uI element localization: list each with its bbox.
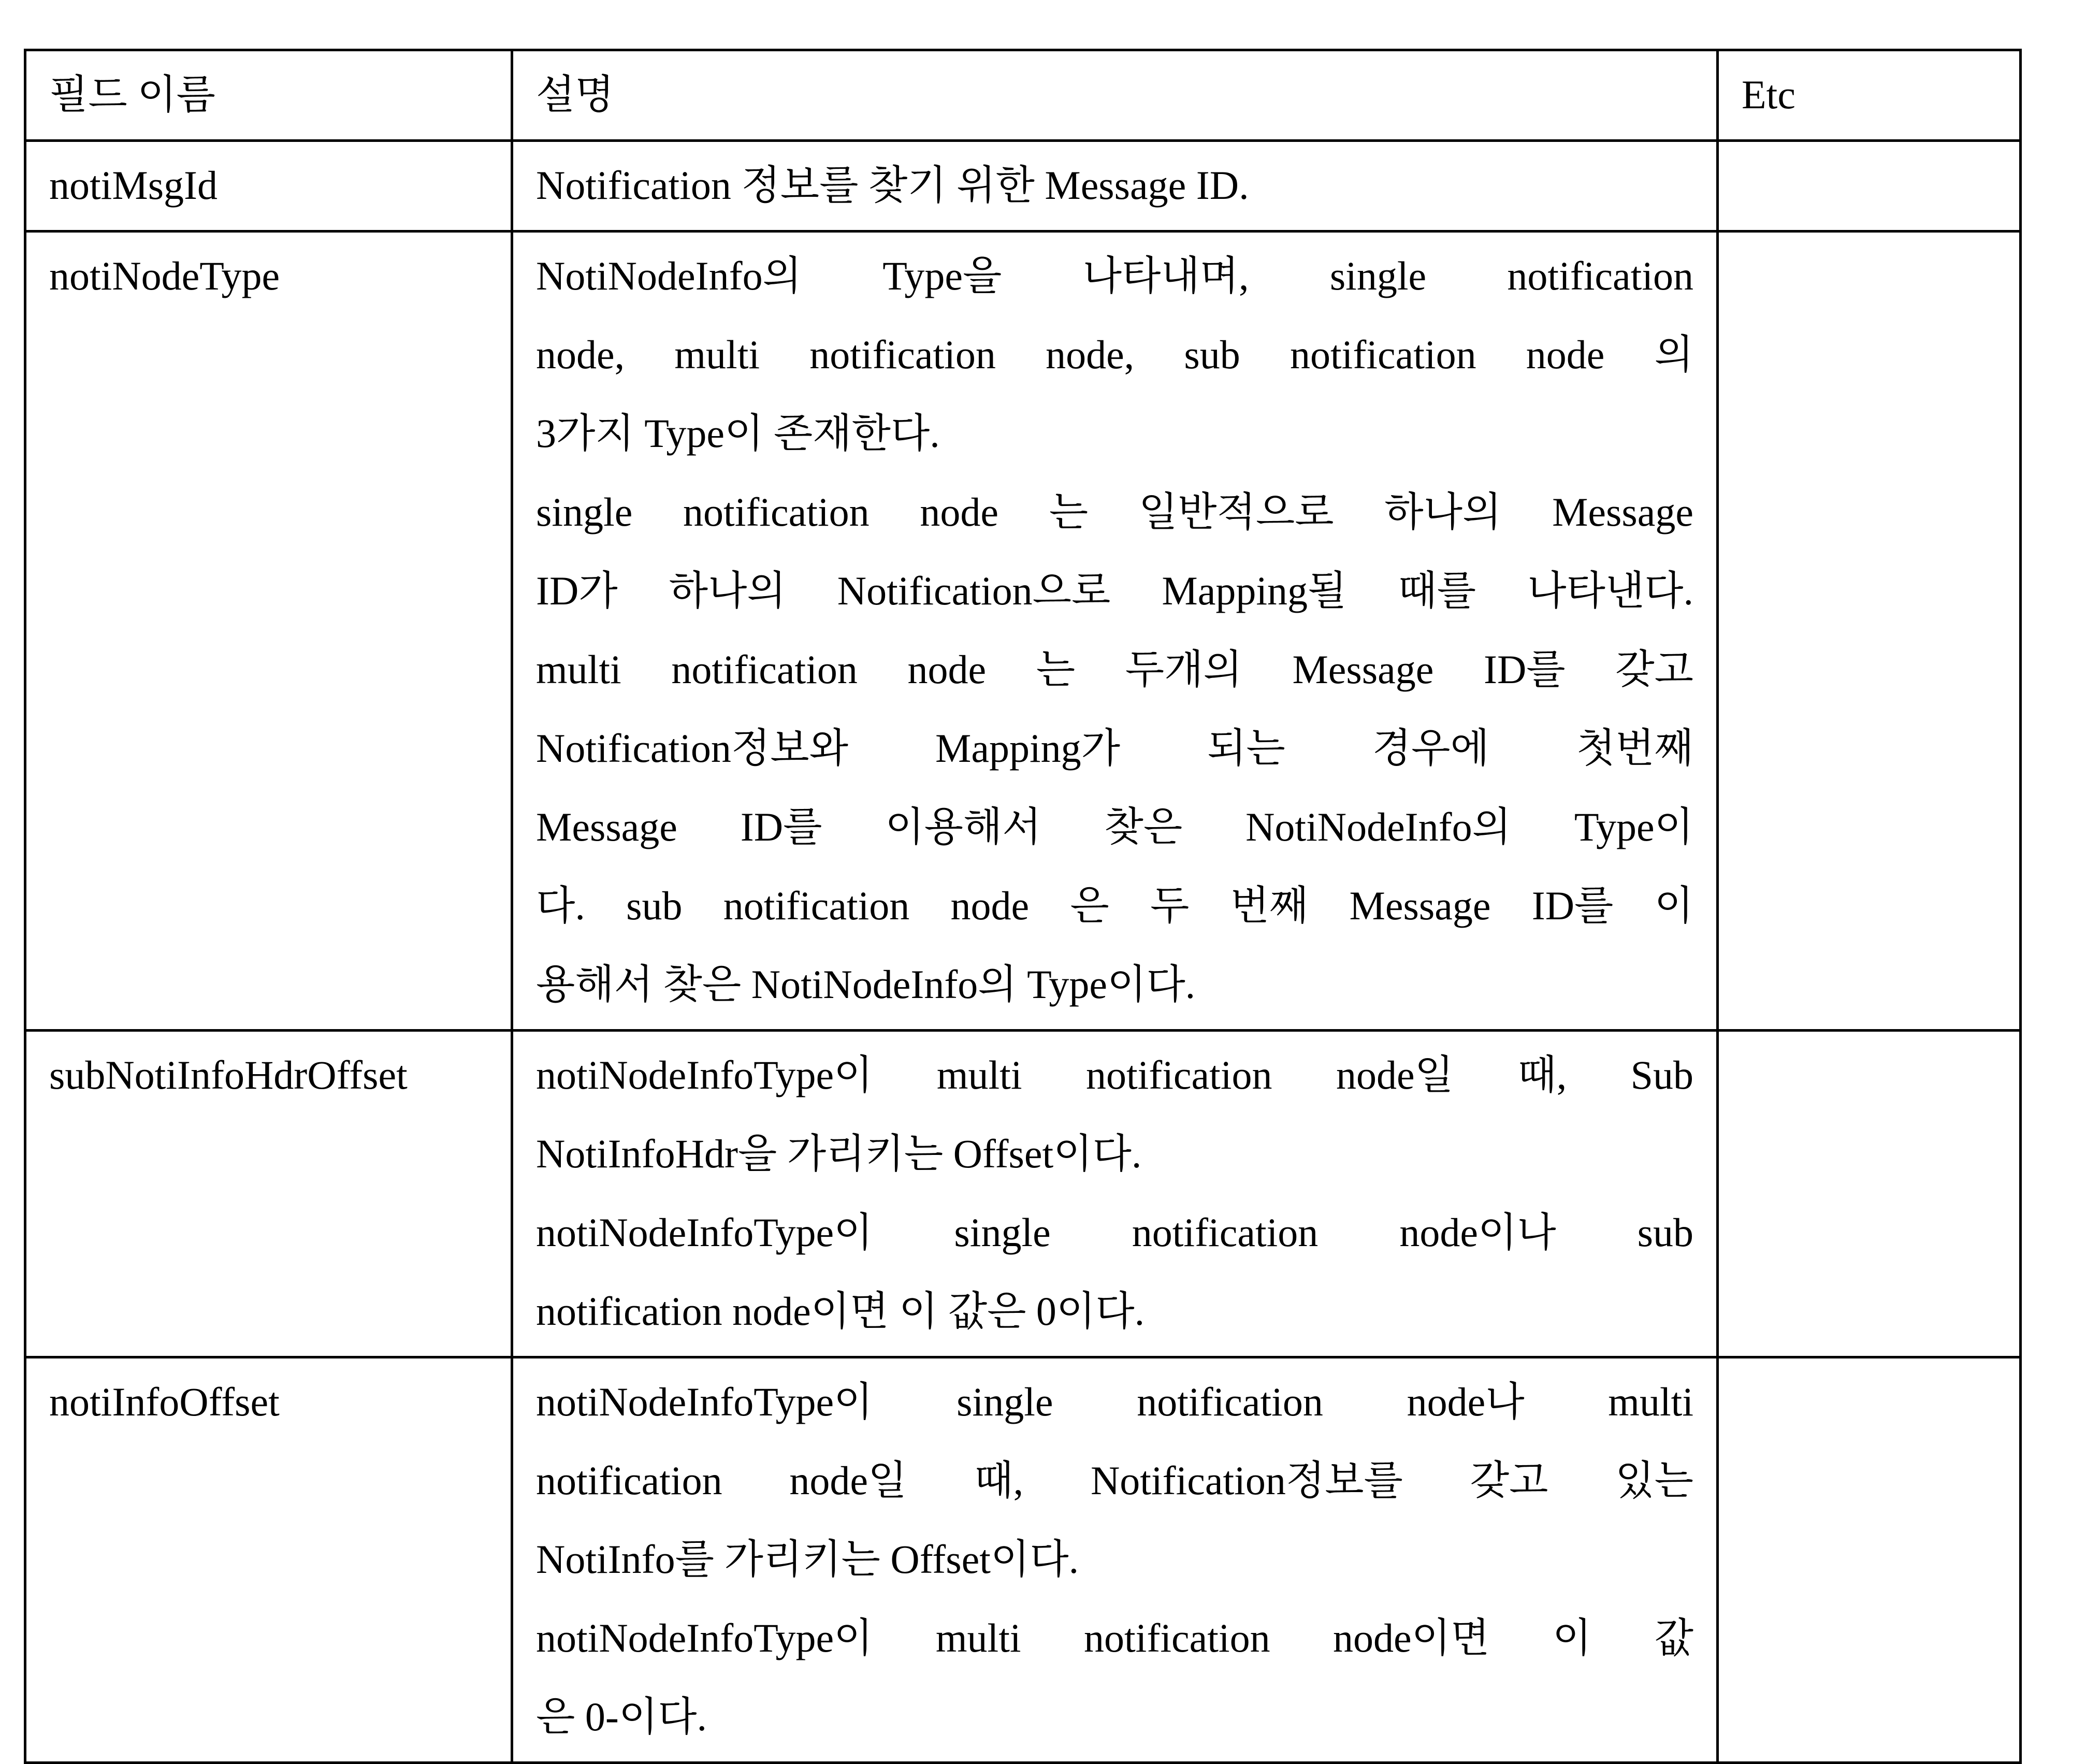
table-header-row [25,50,2021,141]
description-line: single notification node 는 일반적으로 하나의 Message [536,489,1693,534]
description-line: NotiInfoHdr을 가리키는 Offset이다. [536,1131,1142,1176]
description-line: Notification정보와 Mapping가 되는 경우에 첫번째 [536,726,1693,771]
table-row [25,232,2021,1031]
etc-cell [1718,141,2021,232]
field-description-table [24,49,2022,1764]
etc-cell [1718,232,2021,1031]
description-line: notiNodeInfoType이 multi notification node이면 이 값 [536,1615,1693,1660]
description-line: NotiNodeInfo의 Type을 나타내며, single notification [536,253,1693,298]
description-line: multi notification node 는 두개의 Message ID를 갖고 [536,647,1693,692]
header-field-name: 필드 이름 [25,50,512,141]
etc-cell [1718,1031,2021,1357]
header-description: 설명 [512,50,1718,141]
field-name-cell: notiNodeType [25,232,512,1031]
field-name-cell: subNotiInfoHdrOffset [25,1031,512,1357]
description-line: node, multi notification node, sub notification node 의 [536,332,1693,377]
header-etc: Etc [1718,50,2021,141]
description-line: 다. sub notification node 은 두 번째 Message ID를 이 [536,883,1693,928]
table-row [25,1031,2021,1357]
field-name-cell: notiInfoOffset [25,1357,512,1763]
description-line: Notification 정보를 찾기 위한 Message ID. [536,163,1249,208]
description-line: notification node이면 이 값은 0이다. [536,1289,1145,1334]
description-cell [512,232,1718,1031]
etc-cell [1718,1357,2021,1763]
description-line: Message ID를 이용해서 찾은 NotiNodeInfo의 Type이 [536,804,1693,849]
table-row [25,1357,2021,1763]
description-line: notiNodeInfoType이 multi notification node일 때, Sub [536,1052,1693,1097]
description-line: notiNodeInfoType이 single notification node나 multi [536,1379,1693,1424]
description-cell [512,1031,1718,1357]
description-line: notification node일 때, Notification정보를 갖고 있는 [536,1458,1693,1503]
field-name-cell: notiMsgId [25,141,512,232]
description-line: NotiInfo를 가리키는 Offset이다. [536,1537,1079,1582]
description-line: notiNodeInfoType이 single notification node이나 sub [536,1210,1693,1255]
description-line: 용해서 찾은 NotiNodeInfo의 Type이다. [536,962,1196,1007]
description-line: 은 0-이다. [536,1694,707,1739]
table-row [25,141,2021,232]
description-line: 3가지 Type이 존재한다. [536,411,940,456]
description-cell [512,1357,1718,1763]
description-cell [512,141,1718,232]
description-line: ID가 하나의 Notification으로 Mapping될 때를 나타낸다. [536,568,1693,613]
